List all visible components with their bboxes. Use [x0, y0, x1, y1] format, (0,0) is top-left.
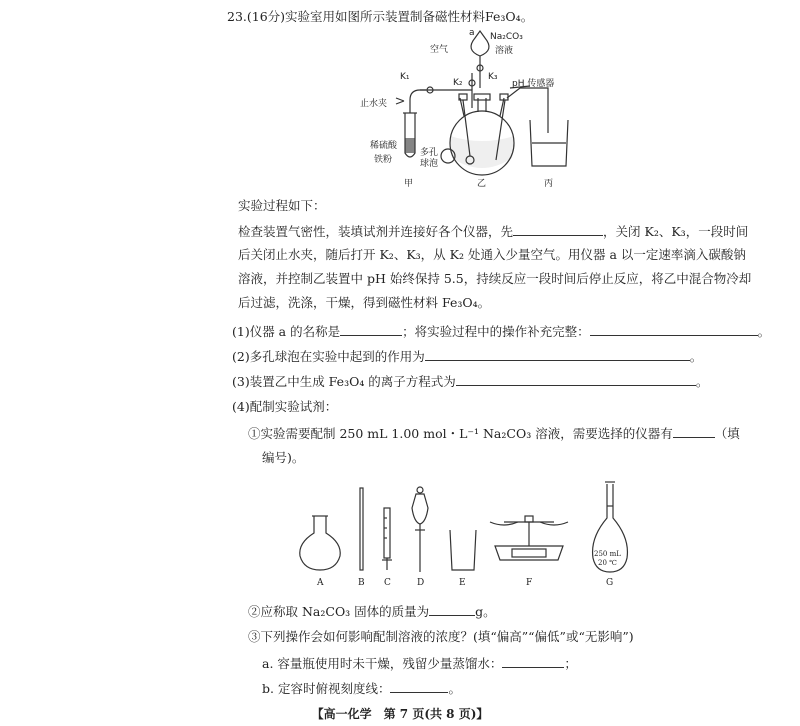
label-k1: K₁ — [400, 72, 410, 82]
process-line-1b: ，关闭 K₂、K₃，一段时间 — [603, 224, 749, 239]
qb-end: 。 — [448, 681, 461, 696]
q2-end: 。 — [689, 349, 703, 364]
label-solution: 溶液 — [495, 46, 514, 56]
label-air: 空气 — [430, 45, 449, 55]
question-4: (4)配制实验试剂： — [232, 399, 338, 414]
label-bing: 丙 — [544, 179, 554, 189]
blank-q4-1[interactable] — [673, 424, 715, 438]
process-line-3: 溶液，并控制乙装置中 pH 始终保持 5.5，持续反应一段时间后停止反应，将乙中混合物冷却 — [238, 271, 752, 286]
q3-end: 。 — [695, 374, 709, 389]
label-k2: K₂ — [453, 78, 463, 88]
blank-qa[interactable] — [502, 654, 564, 668]
q4-2-text-a: ②应称取 Na₂CO₃ 固体的质量为 — [248, 604, 430, 619]
qa-end: ； — [564, 656, 577, 671]
question-2 — [232, 347, 702, 366]
qa-text: a. 容量瓶使用时未干燥，残留少量蒸馏水： — [262, 656, 503, 671]
label-yi: 乙 — [477, 179, 487, 189]
glassware-figure — [290, 478, 660, 593]
question-4-3: ③下列操作会如何影响配制溶液的浓度？(填“偏高”“偏低”或“无影响”) — [248, 629, 634, 644]
question-4-1 — [248, 424, 740, 443]
glassware-label-g: G — [606, 578, 614, 588]
q1-text-b: ；将实验过程中的操作补充完整： — [402, 324, 590, 339]
process-line-2: 后关闭止水夹，随后打开 K₂、K₃，从 K₂ 处通入少量空气。用仪器 a 以一定速率滴入碳酸钠 — [238, 247, 746, 262]
question-4-1-cont: 编号)。 — [262, 450, 305, 465]
glassware-label-d: D — [417, 578, 425, 588]
question-3 — [232, 372, 708, 391]
q1-text-a: (1)仪器 a 的名称是 — [232, 324, 341, 339]
label-ph-sensor: pH 传感器 — [512, 79, 555, 89]
process-line-1 — [238, 222, 748, 241]
blank-q2[interactable] — [425, 347, 690, 361]
label-porous-1: 多孔 — [420, 148, 439, 158]
label-na2co3: Na₂CO₃ — [490, 32, 523, 42]
blank-q1-operation[interactable] — [590, 322, 758, 336]
glassware-label-a: A — [317, 578, 324, 588]
blank-q4-2[interactable] — [429, 602, 475, 616]
label-k3: K₃ — [488, 72, 498, 82]
process-line-1a: 检查装置气密性，装填试剂并连接好各个仪器，先 — [238, 224, 514, 239]
q4-2-text-b: g。 — [475, 604, 496, 619]
glassware-label-c: C — [384, 578, 391, 588]
label-jia: 甲 — [404, 179, 414, 189]
qb-text: b. 定容时俯视刻度线： — [262, 681, 391, 696]
question-1 — [232, 322, 770, 341]
q2-text: (2)多孔球泡在实验中起到的作用为 — [232, 349, 425, 364]
q1-end: 。 — [757, 324, 771, 339]
q4-1-text-b: （填 — [714, 426, 740, 441]
q4-1-text-a: ①实验需要配制 250 mL 1.00 mol・L⁻¹ Na₂CO₃ 溶液，需要选择的仪器有 — [248, 426, 673, 441]
glassware-label-e: E — [459, 578, 466, 588]
question-4-2 — [248, 602, 496, 621]
blank-qb[interactable] — [390, 679, 448, 693]
page-footer: 【高一化学 第 7 页(共 8 页)】 — [311, 707, 489, 721]
label-acid: 稀硫酸 — [370, 141, 398, 151]
label-a: a — [469, 28, 475, 38]
question-header: 23.(16分)实验室用如图所示装置制备磁性材料Fe₃O₄。 — [227, 9, 534, 24]
apparatus-figure — [360, 28, 590, 193]
glassware-label-f: F — [526, 578, 533, 588]
label-clamp: 止水夹 — [360, 99, 388, 109]
label-porous-2: 球泡 — [420, 159, 439, 169]
question-4-3-a — [262, 654, 577, 673]
glassware-label-b: B — [358, 578, 365, 588]
blank-q1-name[interactable] — [340, 322, 402, 336]
process-line-4: 后过滤，洗涤，干燥，得到磁性材料 Fe₃O₄。 — [238, 295, 491, 310]
question-4-3-b — [262, 679, 461, 698]
blank-operation[interactable] — [513, 222, 603, 236]
glassware-drawing — [290, 478, 660, 593]
q3-text: (3)装置乙中生成 Fe₃O₄ 的离子方程式为 — [232, 374, 456, 389]
apparatus-drawing — [360, 28, 590, 193]
process-title: 实验过程如下： — [238, 198, 326, 213]
flask-volume-text: 250 mL — [594, 550, 621, 558]
blank-q3[interactable] — [456, 372, 696, 386]
flask-temp-text: 20 ℃ — [598, 559, 617, 567]
label-iron: 铁粉 — [374, 155, 393, 165]
